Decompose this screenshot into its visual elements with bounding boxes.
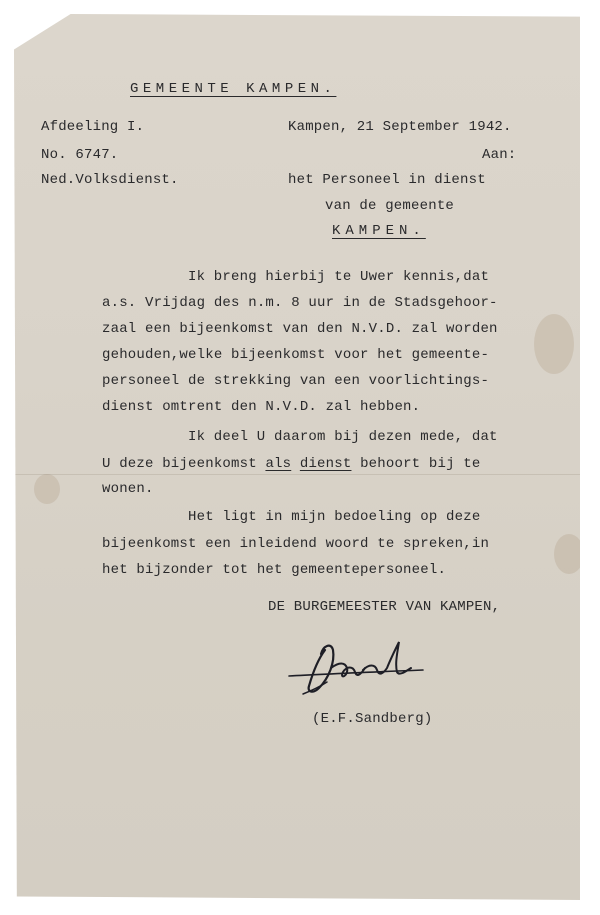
underlined-word: als [265, 456, 292, 472]
body-line: gehouden,welke bijeenkomst voor het gemeente- [102, 347, 490, 363]
signatory-name: (E.F.Sandberg) [312, 711, 433, 727]
paper-stain [534, 314, 574, 374]
body-line: wonen. [102, 481, 154, 497]
department-subtitle: Ned.Volksdienst. [41, 172, 179, 188]
recipient-city: KAMPEN. [332, 223, 426, 239]
paper-stain [554, 534, 584, 574]
place-date: Kampen, 21 September 1942. [288, 119, 512, 135]
letterhead-title: GEMEENTE KAMPEN. [130, 81, 337, 97]
recipient-line: van de gemeente [325, 198, 455, 214]
body-line: het bijzonder tot het gemeentepersoneel. [102, 562, 447, 578]
underlined-word: dienst [299, 456, 352, 472]
closing-title: DE BURGEMEESTER VAN KAMPEN, [268, 599, 501, 615]
body-line: bijeenkomst een inleidend woord te spreken,in [102, 536, 490, 552]
recipient-line: het Personeel in dienst [288, 172, 486, 188]
reference-number: No. 6747. [41, 147, 119, 163]
body-text: U deze bijeenkomst [102, 456, 266, 472]
paper-stain [34, 474, 60, 504]
fold-line [14, 474, 580, 475]
body-line [102, 455, 481, 473]
addressee-label: Aan: [482, 147, 517, 163]
body-line: a.s. Vrijdag des n.m. 8 uur in de Stadsgehoor- [102, 295, 498, 311]
handwritten-signature [283, 628, 433, 708]
body-line: Ik breng hierbij te Uwer kennis,dat [188, 269, 490, 285]
body-line: personeel de strekking van een voorlichtings- [102, 373, 490, 389]
body-line: zaal een bijeenkomst van den N.V.D. zal worden [102, 321, 498, 337]
body-line: dienst omtrent den N.V.D. zal hebben. [102, 399, 421, 415]
body-line: Ik deel U daarom bij dezen mede, dat [188, 429, 498, 445]
department-label: Afdeeling I. [41, 119, 145, 135]
body-text: behoort bij te [351, 456, 481, 472]
body-text [291, 456, 300, 472]
signature-graphic [283, 628, 433, 708]
body-line: Het ligt in mijn bedoeling op deze [188, 509, 481, 525]
